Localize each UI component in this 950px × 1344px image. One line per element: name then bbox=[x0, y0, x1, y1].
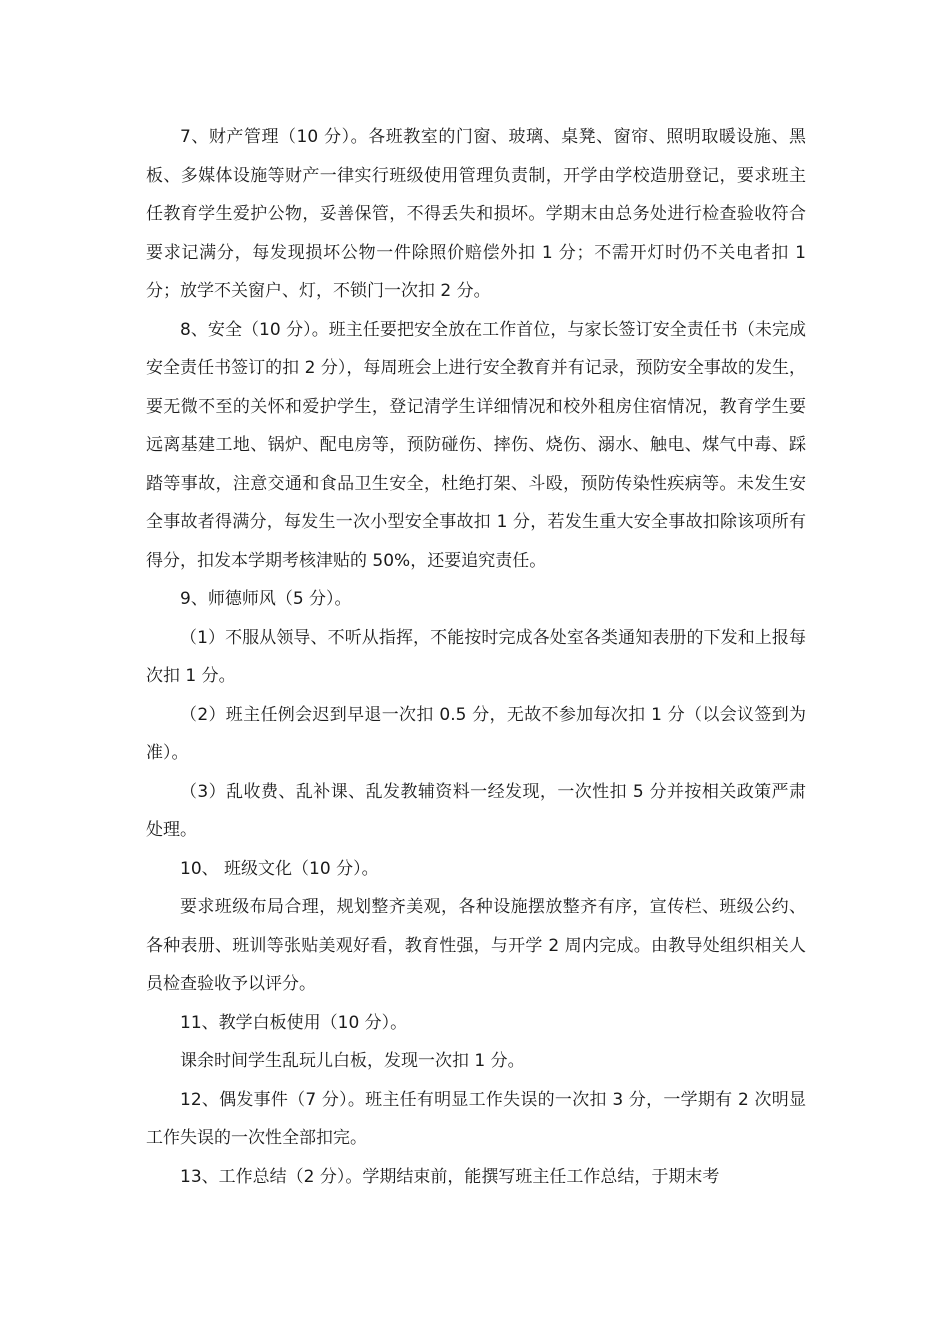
paragraph-teacher-ethics: 9、师德师风（5 分）。 bbox=[180, 589, 352, 609]
paragraph-work-summary: 13、工作总结（2 分）。学期结束前，能撰写班主任工作总结，于期末考 bbox=[180, 1166, 720, 1187]
paragraph-ethics-item-1: （1）不服从领导、不听从指挥，不能按时完成各处室各类通知表册的下发和上报每次扣 1 分。 bbox=[146, 627, 806, 686]
paragraph-class-culture: 10、 班级文化（10 分）。 bbox=[180, 858, 379, 879]
paragraph-class-culture-detail: 要求班级布局合理，规划整齐美观，各种设施摆放整齐有序，宣传栏、班级公约、各种表册、班训等张贴美观好看，教育性强，与开学 2 周内完成。由教导处组织相关人员检查验收予以评分。 bbox=[146, 897, 806, 994]
paragraph-whiteboard-detail: 课余时间学生乱玩儿白板，发现一次扣 1 分。 bbox=[180, 1051, 525, 1071]
paragraph-property-management: 7、财产管理（10 分）。各班教室的门窗、玻璃、桌凳、窗帘、照明取暖设施、黑板、多媒体设施等财产一律实行班级使用管理负责制，开学由学校造册登记，要求班主任教育学生爱护公物，妥善保管，不得丢失和损坏。学期末由总务处进行检查验收符合要求记满分，每发现损坏公物一件除照价赔偿外扣 1 分；不需开灯时仍不关电者扣 1 分；放学不关窗户、灯，不锁门一次扣 2 分。 bbox=[146, 127, 806, 301]
paragraph-ethics-item-3: （3）乱收费、乱补课、乱发教辅资料一经发现，一次性扣 5 分并按相关政策严肃处理。 bbox=[146, 781, 806, 840]
paragraph-incidents: 12、偶发事件（7 分）。班主任有明显工作失误的一次扣 3 分，一学期有 2 次明显工作失误的一次性全部扣完。 bbox=[146, 1089, 806, 1148]
paragraph-whiteboard-use: 11、教学白板使用（10 分）。 bbox=[180, 1012, 408, 1033]
document-body bbox=[146, 118, 806, 1196]
paragraph-safety: 8、安全（10 分）。班主任要把安全放在工作首位，与家长签订安全责任书（未完成安全责任书签订的扣 2 分），每周班会上进行安全教育并有记录，预防安全事故的发生，要无微不至的关怀和爱护学生，登记清学生详细情况和校外租房住宿情况，教育学生要远离基建工地、锅炉、配电房等，预防碰伤、摔伤、烧伤、溺水、触电、煤气中毒、踩踏等事故，注意交通和食品卫生安全，杜绝打架、斗殴，预防传染性疾病等。未发生安全事故者得满分，每发生一次小型安全事故扣 1 分，若发生重大安全事故扣除该项所有得分，扣发本学期考核津贴的 50%，还要追究责任。 bbox=[146, 319, 806, 571]
paragraph-ethics-item-2: （2）班主任例会迟到早退一次扣 0.5 分，无故不参加每次扣 1 分（以会议签到为准）。 bbox=[146, 704, 806, 763]
